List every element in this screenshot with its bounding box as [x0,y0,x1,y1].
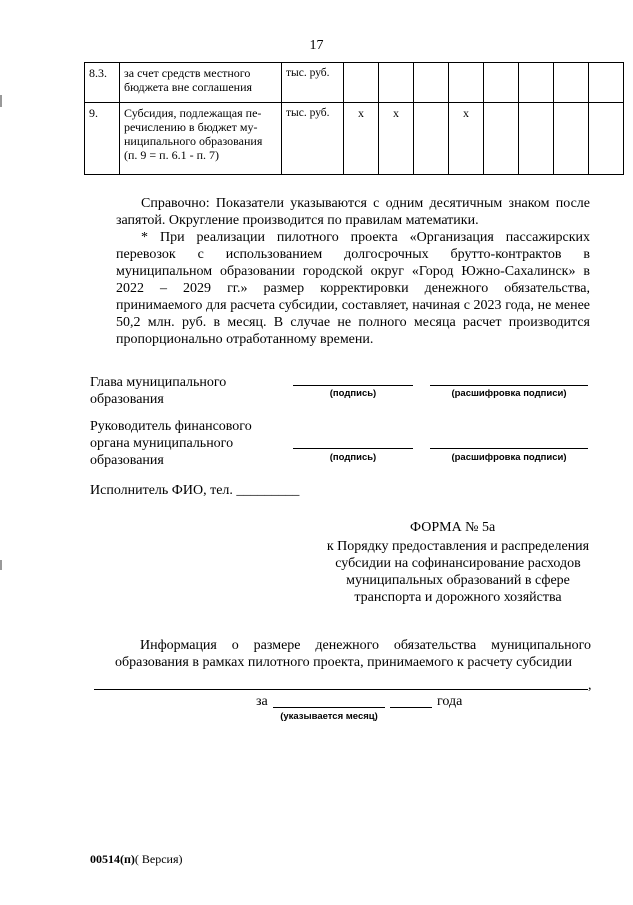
row-name-line: бюджета вне соглашения [124,80,253,94]
row-unit: тыс. руб. [282,63,344,103]
note-paragraph: * При реализации пилотного проекта «Организация пассажирских перевозок с использованием долгосрочных брутто-контрактов в муниципальном образовании городской округ «Город Южно-Сахалинск» в 2022 – 2029 гг.» размер корректировки денежного обязательства, принимаемого для расчета субсидии, составляет, начиная с 2023 года, не менее 50,2 млн. руб. в месяц. В случае не полного месяца расчет производится пропорционально отработанному времени. [116,230,590,347]
document-code [90,852,183,867]
info-title-text: Информация о размере денежного обязательства муниципального образования в рамках пилотного проекта, принимаемого к расчету субсидии [115,638,591,670]
note-paragraph: Справочно: Показатели указываются с одним десятичным знаком после запятой. Округление производится по правилам математики. [116,196,590,228]
executor-line: Исполнитель ФИО, тел. _________ [90,483,300,498]
table-cell [519,63,554,103]
page-number: 17 [309,38,324,53]
signature-caption: (подпись) [329,388,377,399]
table-cell [484,103,519,175]
row-unit: тыс. руб. [282,103,344,175]
table-cell [519,103,554,175]
data-table [84,62,624,175]
document-version: ( Версия) [134,852,183,866]
finance-decode-line [430,448,588,449]
form-title: ФОРМА № 5а [410,520,496,535]
decode-caption: (расшифровка подписи) [451,452,567,463]
municipality-comma: , [588,678,592,693]
scan-mark [0,95,2,107]
reference-note [116,195,590,348]
municipality-line [94,689,588,690]
table-cell: x [344,103,379,175]
table-cell [554,63,589,103]
info-title [115,637,591,671]
head-decode-line [430,385,588,386]
finance-signature-label: Руководитель финансового органа муниципального образования [90,419,252,468]
table-cell [554,103,589,175]
form-subtitle: к Порядку предоставления и распределения субсидии на софинансирование расходов муниципальных образований в сфере транспорта и дорожного хозяйства [326,539,590,605]
month-line [273,707,385,708]
row-name [120,103,282,175]
table-cell [414,103,449,175]
year-line [390,707,432,708]
head-signature-label: Глава муниципального образования [90,375,227,407]
table-cell [414,63,449,103]
row-name-line: речислению в бюджет му- [124,120,258,134]
year-label: года [437,694,463,709]
table-cell [484,63,519,103]
table-row [85,103,624,175]
month-caption: (указывается месяц) [280,711,378,722]
scan-mark [0,560,2,570]
document-code-number: 00514(п) [90,852,135,866]
row-name-line: Субсидия, подлежащая пе- [124,106,262,120]
for-label: за [256,694,268,709]
decode-caption: (расшифровка подписи) [451,388,567,399]
table-cell: x [379,103,414,175]
head-signature-line [293,385,413,386]
table-cell [449,63,484,103]
finance-signature-line [293,448,413,449]
row-name-line: ниципального образования [124,134,263,148]
table-cell [344,63,379,103]
row-name [120,63,282,103]
row-number: 8.3. [85,63,120,103]
row-number: 9. [85,103,120,175]
table-cell [379,63,414,103]
table-cell [589,103,624,175]
table-cell [589,63,624,103]
signature-caption: (подпись) [329,452,377,463]
table-row [85,63,624,103]
table-cell: x [449,103,484,175]
row-name-line: (п. 9 = п. 6.1 - п. 7) [124,148,220,162]
row-name-line: за счет средств местного [124,66,251,80]
